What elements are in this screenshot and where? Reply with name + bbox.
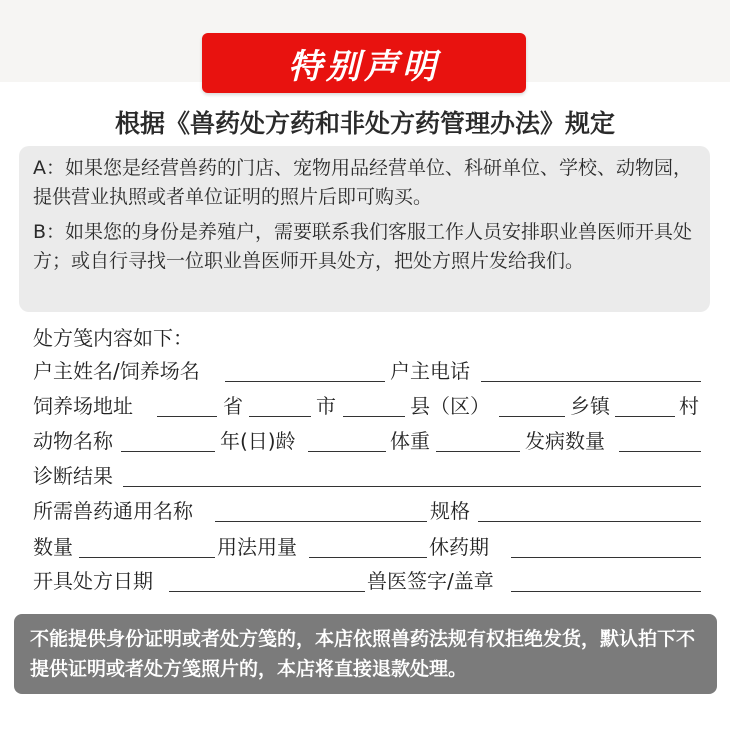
animal-name-label: 动物名称 bbox=[33, 429, 113, 453]
drug-name-field[interactable] bbox=[215, 521, 427, 522]
weight-field[interactable] bbox=[436, 451, 520, 452]
form-row-owner bbox=[33, 356, 703, 386]
banner-title: 特别声明 bbox=[288, 46, 440, 87]
spec-field[interactable] bbox=[478, 521, 701, 522]
diagnosis-label: 诊断结果 bbox=[33, 464, 113, 488]
notice-a: A：如果您是经营兽药的门店、宠物用品经营单位、科研单位、学校、动物园，提供营业执照或者单位证明的照片后即可购买。 bbox=[33, 157, 692, 208]
province-field[interactable] bbox=[157, 416, 217, 417]
weight-label: 体重 bbox=[390, 429, 430, 453]
province-label: 省 bbox=[223, 394, 243, 418]
usage-field[interactable] bbox=[309, 557, 427, 558]
owner-phone-label: 户主电话 bbox=[390, 359, 470, 383]
owner-name-field[interactable] bbox=[225, 381, 385, 382]
owner-phone-field[interactable] bbox=[481, 381, 701, 382]
county-label: 县（区） bbox=[410, 394, 490, 418]
town-field[interactable] bbox=[499, 416, 565, 417]
spec-label: 规格 bbox=[430, 499, 470, 523]
owner-name-label: 户主姓名/饲养场名 bbox=[33, 359, 200, 383]
animal-name-field[interactable] bbox=[121, 451, 215, 452]
farm-address-label: 饲养场地址 bbox=[33, 394, 133, 418]
refund-notice-text: 不能提供身份证明或者处方笺的，本店依照兽药法规有权拒绝发货，默认拍下不提供证明或者处方笺照片的，本店将直接退款处理。 bbox=[30, 628, 696, 680]
village-label: 村 bbox=[679, 394, 699, 418]
form-title: 处方笺内容如下： bbox=[33, 326, 193, 350]
signature-field[interactable] bbox=[511, 591, 701, 592]
regulation-subtitle: 根据《兽药处方药和非处方药管理办法》规定 bbox=[114, 109, 615, 138]
age-field[interactable] bbox=[308, 451, 386, 452]
form-row-drug bbox=[33, 496, 703, 526]
usage-label: 用法用量 bbox=[217, 535, 297, 559]
form-row-address bbox=[33, 391, 703, 421]
quantity-label: 数量 bbox=[33, 535, 73, 559]
city-label: 市 bbox=[316, 394, 336, 418]
signature-label: 兽医签字/盖章 bbox=[367, 569, 494, 593]
quantity-field[interactable] bbox=[79, 557, 215, 558]
special-notice-banner bbox=[202, 33, 526, 93]
form-row-usage bbox=[33, 532, 703, 562]
date-field[interactable] bbox=[169, 591, 365, 592]
date-label: 开具处方日期 bbox=[33, 569, 153, 593]
refund-notice-box bbox=[14, 614, 717, 694]
form-row-animal bbox=[33, 426, 703, 456]
age-label: 年(日)龄 bbox=[220, 429, 296, 453]
withdrawal-field[interactable] bbox=[511, 557, 701, 558]
town-label: 乡镇 bbox=[570, 394, 610, 418]
notice-b: B：如果您的身份是养殖户，需要联系我们客服工作人员安排职业兽医师开具处方；或自行寻找一位职业兽医师开具处方，把处方照片发给我们。 bbox=[33, 221, 693, 272]
county-field[interactable] bbox=[343, 416, 405, 417]
city-field[interactable] bbox=[249, 416, 311, 417]
drug-name-label: 所需兽药通用名称 bbox=[33, 499, 193, 523]
diagnosis-field[interactable] bbox=[123, 486, 701, 487]
village-field[interactable] bbox=[615, 416, 675, 417]
sick-count-label: 发病数量 bbox=[525, 429, 605, 453]
form-row-diagnosis bbox=[33, 461, 703, 491]
withdrawal-label: 休药期 bbox=[429, 535, 489, 559]
sick-count-field[interactable] bbox=[619, 451, 701, 452]
notice-box bbox=[19, 146, 710, 312]
form-row-signature bbox=[33, 566, 703, 596]
